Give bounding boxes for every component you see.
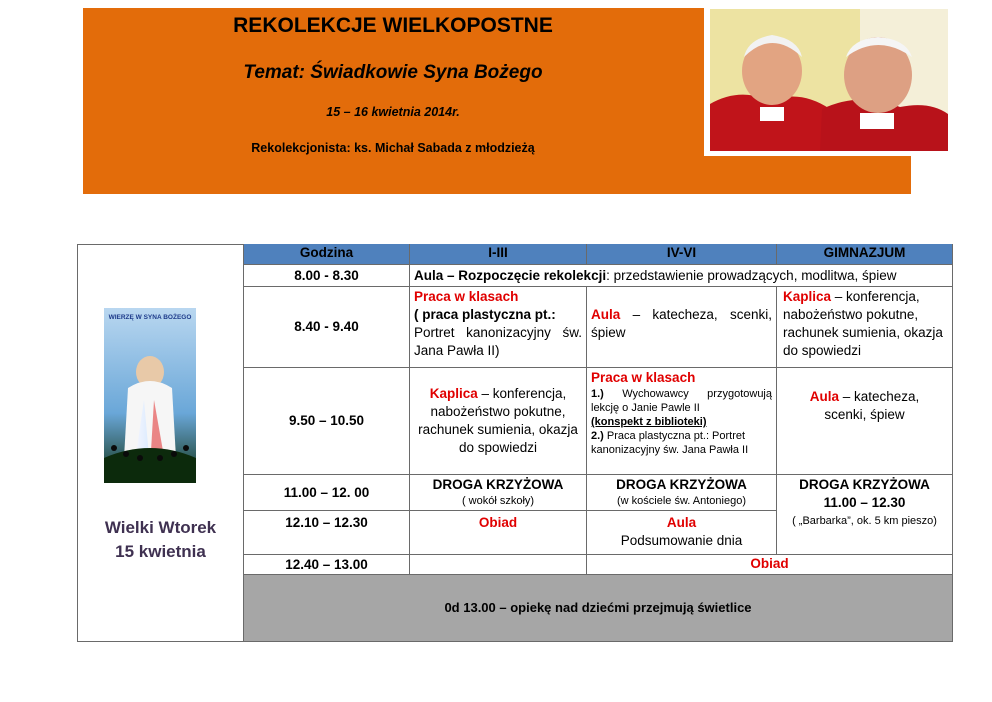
header-time: Godzina [244,244,410,265]
r4-group-3 [777,475,953,555]
r3-group-3 [777,368,953,475]
r3-g1-title: Kaplica [429,386,478,401]
header-group-1: I-III [410,244,587,265]
r5-g2-title: Aula [666,515,697,530]
r4-g2-title: DROGA KRZYŻOWA [616,477,747,492]
time-r1: 8.00 - 8.30 [244,265,410,287]
r2-g1-text: Portret kanonizacyjny św. Jana Pawła II) [414,325,582,358]
divine-mercy-picture [104,308,196,483]
r2-g3-text: – konferencja, nabożeństwo pokutne, rachunek sumienia, okazja do spowiedzi [783,289,943,358]
time-r2: 8.40 - 9.40 [244,287,410,368]
r2-g3-title: Kaplica [783,289,832,304]
r4-group-2 [587,475,777,511]
r5-group-1 [410,511,587,555]
r3-g2-t2: Praca plastyczna pt.: Portret kanonizacyjny św. Jana Pawła II [591,430,749,456]
r5-g1-title: Obiad [478,515,518,530]
r2-group-3 [777,287,953,368]
r3-g1-text: – konferencja, nabożeństwo pokutne, rachunek sumienia, okazja do spowiedzi [418,386,578,455]
r2-g2-title: Aula [591,307,621,322]
time-r5: 12.10 – 12.30 [244,511,410,555]
popes-photo [704,4,956,156]
opening-aula: Aula – Rozpoczęcie rekolekcji [414,268,607,283]
day-label [77,516,244,564]
dates-line: 15 – 16 kwietnia 2014r. [326,105,460,119]
r4-g3-title: DROGA KRZYŻOWA [799,477,930,492]
footer-note: 0d 13.00 – opiekę nad dziećmi przejmują świetlice [244,575,953,642]
picture-caption: WIERZĘ W SYNA BOŻEGO [108,314,192,321]
header-group-3: GIMNAZJUM [777,244,953,265]
r2-g2-text: – katecheza, scenki, śpiew [591,307,772,340]
r3-g2-n1: 1.) [591,388,604,400]
time-r3: 9.50 – 10.50 [244,368,410,475]
opening-cell [410,265,953,287]
r2-group-2 [587,287,777,368]
r3-g2-t1: Wychowawcy przygotowują lekcję o Janie Pawle II [591,388,772,414]
opening-rest: : przedstawienie prowadzących, modlitwa, śpiew [606,268,897,283]
r6-lunch: Obiad [750,556,789,571]
r6-group-1 [410,555,587,575]
r4-g3-note: ( „Barbarka”, ok. 5 km pieszo) [792,515,937,527]
r4-g1-title: DROGA KRZYŻOWA [432,477,564,492]
r3-group-1 [410,368,587,475]
r3-g3-text: – katecheza, scenki, śpiew [824,389,920,422]
r3-g2-t1b: (konspekt z biblioteki) [591,416,707,428]
r3-g3-title: Aula [809,389,839,404]
r4-g1-note: ( wokół szkoły) [461,495,535,507]
time-r6: 12.40 – 13.00 [244,555,410,575]
r2-g1-title: Praca w klasach [414,289,519,304]
leader-line: Rekolekcjonista: ks. Michał Sabada z młodzieżą [251,141,535,155]
r3-g2-title: Praca w klasach [591,370,696,385]
r2-g1-bold: ( praca plastyczna pt.: [414,307,556,322]
header-group-2: IV-VI [587,244,777,265]
page-title: REKOLEKCJE WIELKOPOSTNE [233,14,553,37]
subject-line: Temat: Świadkowie Syna Bożego [243,62,543,83]
r5-g2-text: Podsumowanie dnia [620,533,743,548]
r4-g2-note: (w kościele św. Antoniego) [616,495,746,507]
day-name: Wielki Wtorek [104,518,217,537]
time-r4: 11.00 – 12. 00 [244,475,410,511]
r2-group-1 [410,287,587,368]
day-date: 15 kwietnia [115,542,206,561]
r3-g2-n2: 2.) [591,430,604,442]
r4-group-1 [410,475,587,511]
r5-group-2 [587,511,777,555]
r6-groups-2-3 [587,555,953,575]
r3-group-2 [587,368,777,475]
r4-g3-time: 11.00 – 12.30 [823,495,906,510]
